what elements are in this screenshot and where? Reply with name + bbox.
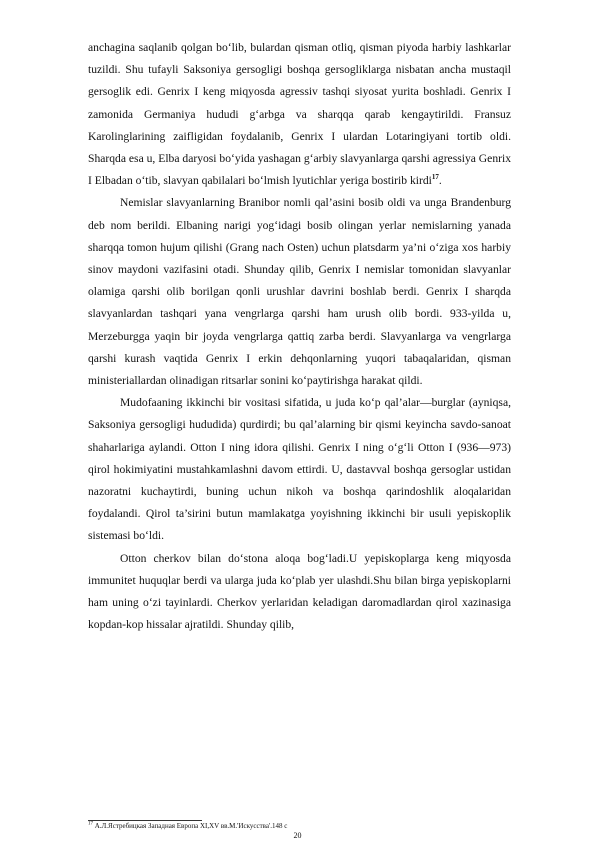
paragraph-1-text: anchagina saqlanib qolgan bo‘lib, bulardan qisman otliq, qisman piyoda harbiy lashkarlar tuzildi. Shu tufayli Saksoniya gersogligi boshqa gersogliklarga nisbatan ancha mustaqil gersoglik edi. Genrix I keng miqyosda agressiv tashqi siyosat yurita boshladi. Genrix I zamonida Germaniya hududi g‘arbga va sharqqa qarab kengaytirildi. Fransuz Karolinglarining zaifligidan foydalanib, Genrix I ulardan Lotaringiyani tortib oldi. Sharqda esa u, Elba daryosi bo‘yida yashagan g‘arbiy slavyanlarga qarshi agressiya Genrix I Elbadan o‘tib, slavyan qabilalari bo‘lmish lyutichlar yeriga bostirib kirdi	[88, 41, 511, 188]
paragraph-2: Nemislar slavyanlarning Branibor nomli qal’asini bosib oldi va unga Brandenburg deb nom berildi. Elbaning narigi yog‘idagi bosib olingan yerlar nemislarning yanada sharqqa tomon hujum qilishi (Grang nach Osten) uchun platsdarm ya’ni o‘ziga xos harbiy sinov maydoni vazifasini otadi. Shunday qilib, Genrix I nemislar tomonidan slavyanlar olamiga qarshi olib borilgan qonli urushlar davrini boshlab berdi. Genrix I sharqda slavyanlardan tashqari yana vengrlarga qarshi ham urush olib bordi. 933-yilda u, Merzeburgga yaqin bir joyda vengrlarga qattiq zarba berdi. Slavyanlarga va vengrlarga qarshi kurash vaqtida Genrix I erkin dehqonlarning yuqori tabaqalaridan, qisman ministeriallardan olinadigan ritsarlar sonini ko‘paytirishga harakat qildi.	[88, 196, 511, 388]
footnote-number: 17	[88, 821, 93, 827]
footnote-text: А.Л.Ястребицкая Западная Европа XI,XV вв.М.'Искусства'.148 с	[93, 822, 288, 830]
footnote-divider	[88, 820, 202, 821]
footnote	[88, 822, 511, 831]
paragraph-1	[88, 37, 511, 192]
body-text	[88, 37, 511, 636]
paragraph-3: Mudofaaning ikkinchi bir vositasi sifatida, u juda ko‘p qal’alar—burglar (ayniqsa, Saksoniya gersogligi hududida) qurdirdi; bu qal’alarning bir qismi keyincha savdo-sanoat shaharlariga aylandi. Otton I ning idora qilishi. Genrix I ning o‘g‘li Otton I (936—973) qirol hokimiyatini mustahkamlashni davom ettirdi. U, dastavval boshqa gersoglar ustidan nazoratni kuchaytirdi, buning uchun nikoh va boshqa qarindoshlik aloqalaridan foydalandi. Qirol ta’sirini butun mamlakatga yoyishning ikkinchi bir usuli yepiskoplik sistemasi bo‘ldi.	[88, 396, 511, 543]
footnote-reference[interactable]: 17	[431, 173, 439, 182]
paragraph-1-suffix: .	[438, 174, 442, 188]
page-number: 20	[293, 831, 302, 840]
paragraph-4: Otton cherkov bilan do‘stona aloqa bog‘ladi.U yepiskoplarga keng miqyosda immunitet huquqlar berdi va ularga juda ko‘plab yer ulashdi.Shu bilan birga yepiskoplarni ham uning o‘zi tayinlardi. Cherkov yerlaridan keladigan daromadlardan qirol xazinasiga kopdan-kop hissalar ajratildi. Shunday qilib,	[88, 551, 511, 632]
